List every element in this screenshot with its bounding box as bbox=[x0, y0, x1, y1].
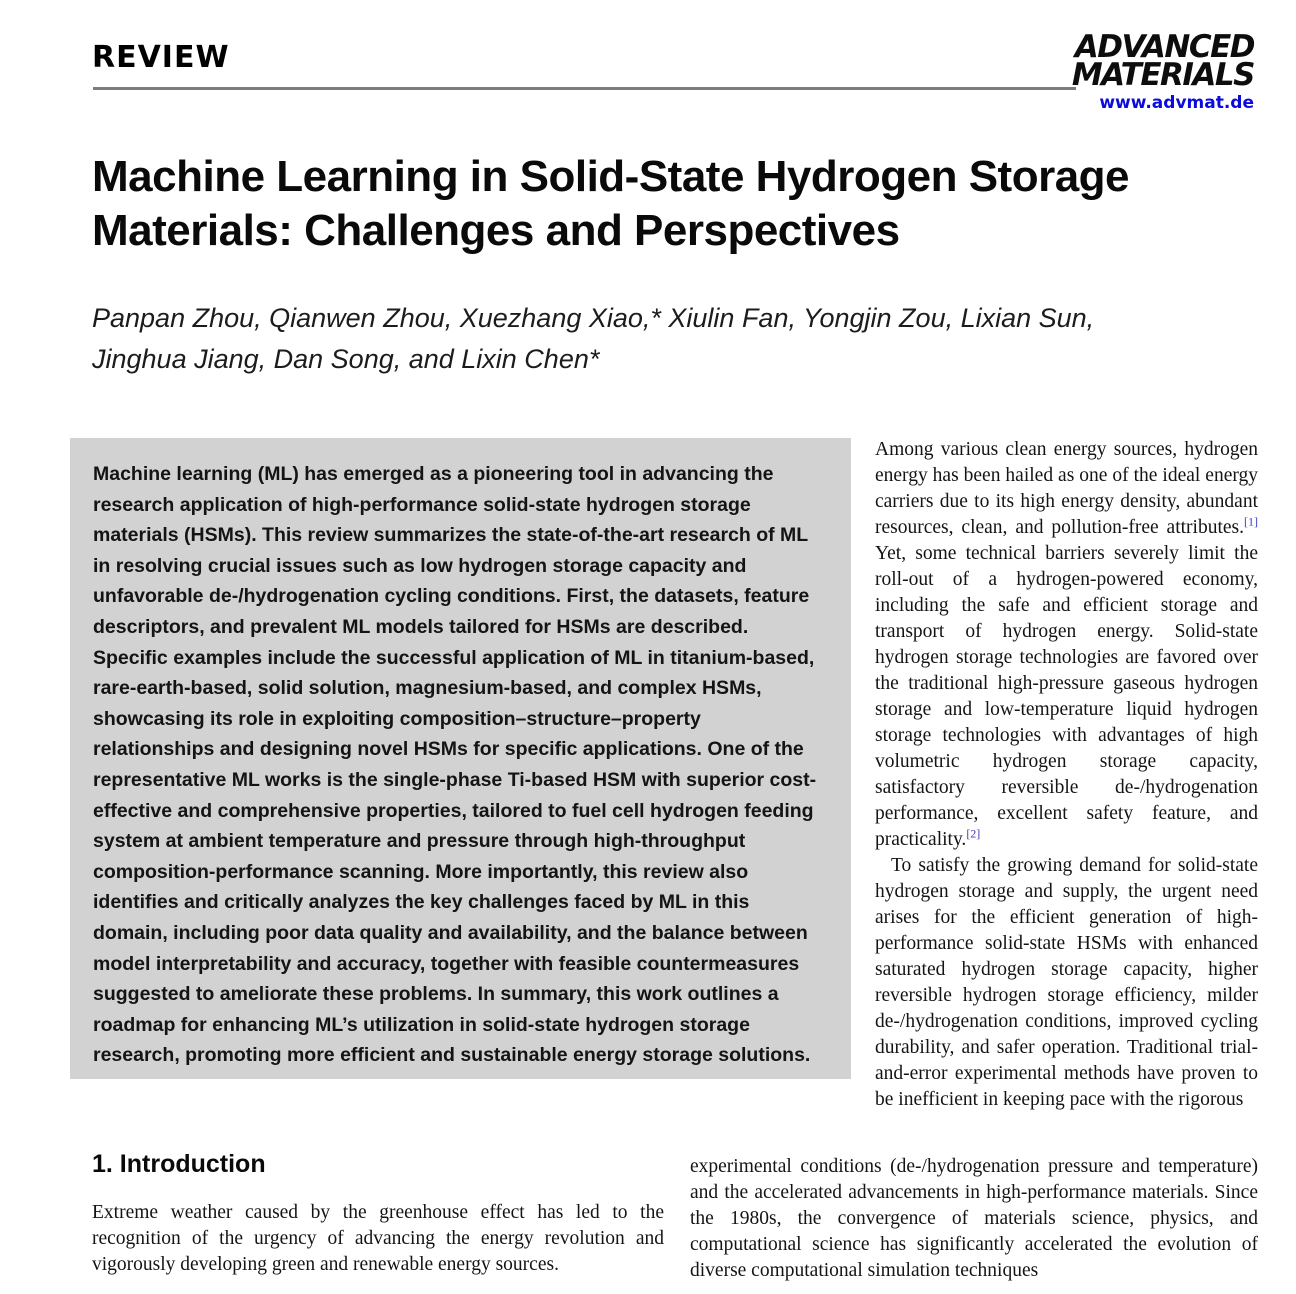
intro-paragraph-2-continuation: experimental conditions (de-/hydrogenation pressure and temperature) and the accelerated advancements in high-performance materials. Since the 1980s, the convergence of materials science, physics, and computational science has significantly accelerated the evolution of diverse computational simulation techniques bbox=[690, 1156, 1258, 1281]
journal-url-link[interactable]: www.advmat.de bbox=[1099, 93, 1254, 113]
journal-logo bbox=[1071, 29, 1254, 113]
author-list-line2: Jinghua Jiang, Dan Song, and Lixin Chen* bbox=[92, 344, 600, 374]
citation-2-link[interactable]: [2] bbox=[966, 826, 981, 841]
author-list-line1: Panpan Zhou, Qianwen Zhou, Xuezhang Xiao,* Xiulin Fan, Yongjin Zou, Lixian Sun, bbox=[92, 303, 1095, 333]
intro-paragraph-1 bbox=[875, 437, 1258, 853]
section-heading-introduction: 1. Introduction bbox=[92, 1150, 266, 1178]
intro-paragraph-2: To satisfy the growing demand for solid-state hydrogen storage and supply, the urgent need arises for the efficient generation of high-performance solid-state HSMs with enhanced saturated hydrogen storage capacity, higher reversible hydrogen storage efficiency, milder de-/hydrogenation conditions, improved cycling durability, and safer operation. Traditional trial-and-error experimental methods have proven to be inefficient in keeping pace with the rigorous bbox=[875, 855, 1258, 1110]
intro-paragraph-1-text: Among various clean energy sources, hydrogen energy has been hailed as one of the ideal energy carriers due to its high energy density, abundant resources, clean, and pollution-free attributes. bbox=[875, 439, 1258, 538]
intro-column-right bbox=[875, 437, 1258, 1113]
author-list bbox=[92, 298, 1222, 380]
intro-paragraph-1-text-cont: Yet, some technical barriers severely limit the roll-out of a hydrogen-powered economy, including the safe and efficient storage and transport of hydrogen energy. Solid-state hydrogen storage technologies are favored over the traditional high-pressure gaseous hydrogen storage and low-temperature liquid hydrogen storage technologies with advantages of high volumetric hydrogen storage capacity, satisfactory reversible de-/hydrogenation performance, excellent safety feature, and practicality. bbox=[875, 543, 1258, 850]
paper-title-line1: Machine Learning in Solid-State Hydrogen Storage bbox=[92, 152, 1130, 201]
abstract-box bbox=[70, 438, 851, 1079]
review-kicker: REVIEW bbox=[92, 40, 230, 75]
journal-logo-line1: ADVANCED bbox=[1074, 29, 1254, 65]
paper-title bbox=[92, 150, 1152, 258]
abstract-text: Machine learning (ML) has emerged as a pioneering tool in advancing the research application of high-performance solid-state hydrogen storage materials (HSMs). This review summarizes the state-of-the-art research of ML in resolving crucial issues such as low hydrogen storage capacity and unfavorable de-/hydrogenation cycling conditions. First, the datasets, feature descriptors, and prevalent ML models tailored for HSMs are described. Specific examples include the successful application of ML in titanium-based, rare-earth-based, solid solution, magnesium-based, and complex HSMs, showcasing its role in exploiting composition–structure–property relationships and designing novel HSMs for specific applications. One of the representative ML works is the single-phase Ti-based HSM with superior cost-effective and comprehensive properties, tailored to fuel cell hydrogen feeding system at ambient temperature and pressure through high-throughput composition-performance scanning. More importantly, this review also identifies and critically analyzes the key challenges faced by ML in this domain, including poor data quality and availability, and the balance between model interpretability and accuracy, together with feasible countermeasures suggested to ameliorate these problems. In summary, this work outlines a roadmap for enhancing ML’s utilization in solid-state hydrogen storage research, promoting more efficient and sustainable energy storage solutions. bbox=[93, 463, 817, 1067]
paper-title-line2: Materials: Challenges and Perspectives bbox=[92, 206, 900, 255]
citation-1-link[interactable]: [1] bbox=[1244, 514, 1258, 529]
journal-logo-line2: MATERIALS bbox=[1071, 57, 1254, 93]
introduction-paragraph-left: Extreme weather caused by the greenhouse effect has led to the recognition of the urgency of advancing the energy revolution and vigorously developing green and renewable energy sources. bbox=[92, 1202, 664, 1275]
header-rule bbox=[93, 87, 1076, 90]
